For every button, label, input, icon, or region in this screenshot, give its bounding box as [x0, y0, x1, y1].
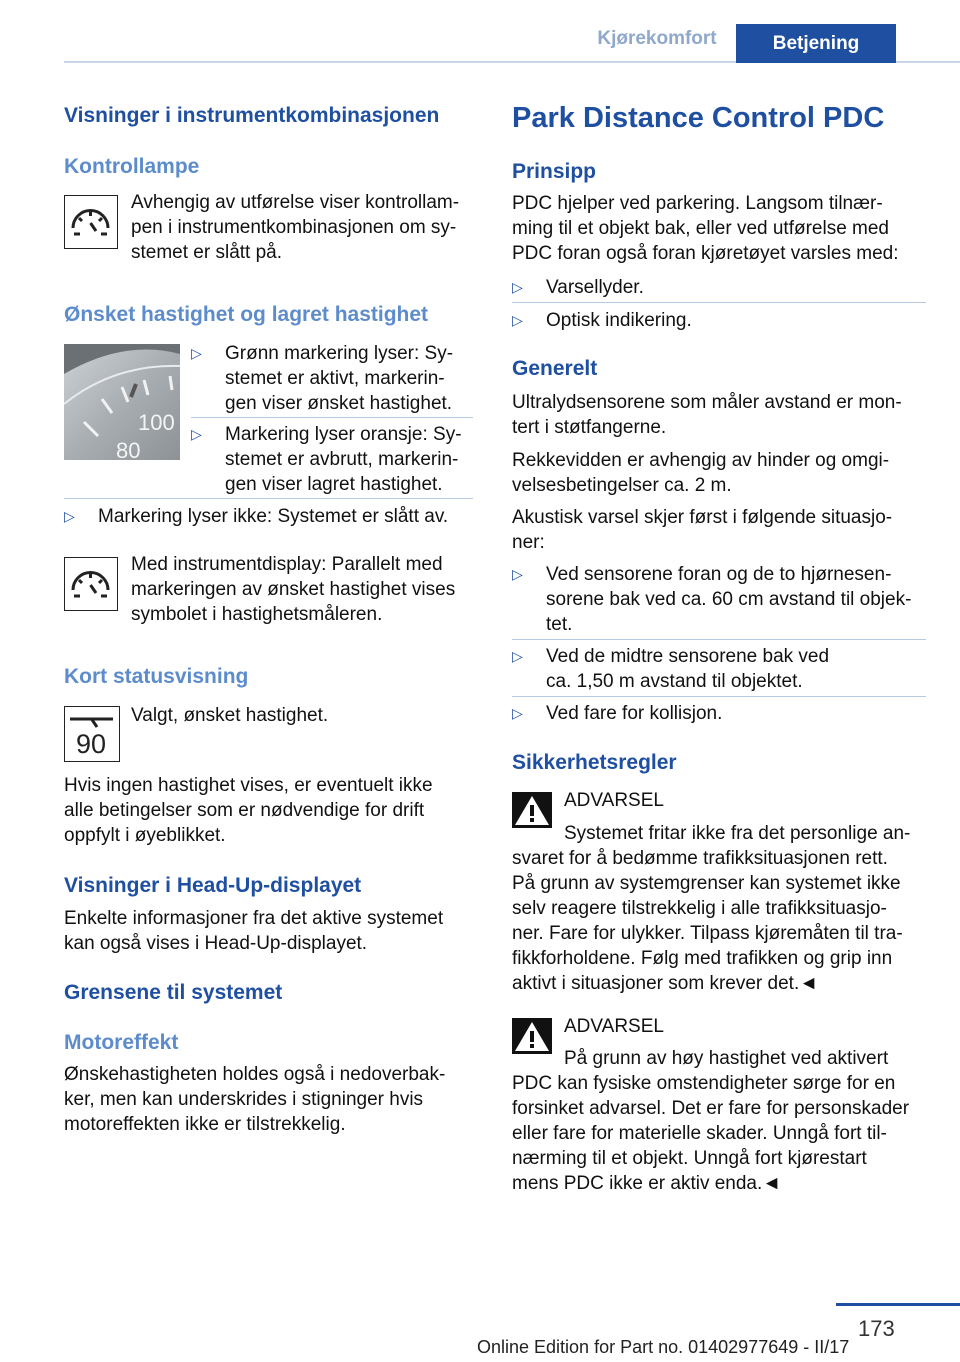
motoreffekt-paragraph: Ønskehastigheten holdes også i nedoverbak- ker, men kan underskrides i stigninger hvis motoreffekten ikke er tilstrekkelig.: [64, 1064, 446, 1135]
speed-value: 90: [76, 729, 107, 759]
gauge-label-80: 80: [116, 438, 141, 460]
list-item: ▷ Ved de midtre sensorene bak ved ca. 1,50 m avstand til objektet.: [512, 646, 830, 692]
heading-kort-statusvisning: Kort statusvisning: [64, 665, 249, 688]
heading-sikkerhetsregler: Sikkerhetsregler: [512, 751, 677, 774]
divider: [512, 696, 926, 697]
list-item: ▷ Optisk indikering.: [512, 310, 692, 331]
list-item: ▷ Ved sensorene foran og de to hjørnesen- sorene bak ved ca. 60 cm avstand til objek- tet.: [512, 564, 912, 635]
generelt-p3: Akustisk varsel skjer først i følgende situasjo- ner:: [512, 507, 893, 553]
warning-label: ADVARSEL: [564, 790, 664, 811]
heading-onsket-hastighet: Ønsket hastighet og lagret hastighet: [64, 303, 429, 326]
triangle-bullet-icon: ▷: [191, 426, 202, 442]
triangle-bullet-icon: ▷: [512, 566, 523, 582]
triangle-bullet-icon: ▷: [512, 648, 523, 664]
divider: [512, 302, 926, 303]
divider: [64, 498, 473, 499]
divider: [512, 639, 926, 640]
heading-motoreffekt: Motoreffekt: [64, 1031, 179, 1054]
triangle-bullet-icon: ▷: [191, 345, 202, 361]
list-item: ▷ Markering lyser oransje: Sy- stemet er avbrutt, markerin- gen viser lagret hastighet.: [191, 424, 462, 495]
list-item: ▷ Varsellyder.: [512, 277, 644, 298]
heading-head-up-display: Visninger i Head-Up-displayet: [64, 874, 362, 897]
set-speed-icon: [64, 706, 120, 762]
cruise-control-icon: [64, 195, 118, 249]
instrumentdisplay-text: Med instrumentdisplay: Parallelt med markeringen av ønsket hastighet vises symbolet i hastighetsmåleren.: [131, 554, 456, 625]
triangle-bullet-icon: ▷: [512, 705, 523, 721]
triangle-bullet-icon: ▷: [512, 312, 523, 328]
generelt-p2: Rekkevidden er avhengig av hinder og omgi- velsesbetingelser ca. 2 m.: [512, 450, 890, 496]
section-title-right: Park Distance Control PDC: [512, 102, 885, 134]
heading-kontrollampe: Kontrollampe: [64, 155, 200, 178]
hud-paragraph: Enkelte informasjoner fra det aktive systemet kan også vises i Head-Up-displayet.: [64, 908, 444, 954]
triangle-bullet-icon: ▷: [64, 508, 75, 524]
warning2-text: På grunn av høy hastighet ved aktivert PDC kan fysiske omstendigheter sørge for en forsinket advarsel. Det er fare for personskader eller fare for materielle skader. Unngå fort til- nærming til et objekt. Unngå fort kjørestart mens PDC ikke er aktiv enda.◄: [512, 1048, 910, 1194]
triangle-bullet-icon: ▷: [512, 279, 523, 295]
speedometer-image: [64, 344, 180, 460]
warning-label: ADVARSEL: [564, 1016, 664, 1037]
divider: [191, 417, 473, 418]
tab-active[interactable]: Betjening: [736, 24, 896, 63]
generelt-p1: Ultralydsensorene som måler avstand er mon- tert i støtfangerne.: [512, 392, 902, 438]
page-number: 173: [858, 1316, 895, 1341]
tab-section[interactable]: Kjørekomfort: [597, 28, 717, 49]
warning1-text: Systemet fritar ikke fra det personlige an- svaret for å bedømme trafikksituasjonen rett. På grunn av systemgrenser kan systemet ikke selv reagere tilstrekkelig i alle trafikksituasjo- ner. Fare for ulykker. Tilpass kjøremåten til tra- fikkforholdene. Følg med trafikken og grip inn aktivt i situasjoner som krever det.◄: [512, 823, 911, 994]
kort-status-text: Valgt, ønsket hastighet.: [131, 705, 329, 726]
heading-generelt: Generelt: [512, 357, 598, 380]
list-item: ▷ Ved fare for kollisjon.: [512, 703, 723, 724]
heading-prinsipp: Prinsipp: [512, 160, 597, 183]
gauge-label-100: 100: [138, 410, 175, 435]
heading-grensene: Grensene til systemet: [64, 981, 283, 1004]
list-item: ▷ Markering lyser ikke: Systemet er slått av.: [64, 506, 449, 527]
footer-rule: [836, 1303, 960, 1306]
prinsipp-paragraph: PDC hjelper ved parkering. Langsom tilnær- ming til et objekt bak, eller ved utførelse med PDC foran også foran kjøretøyet varsles med:: [512, 193, 899, 264]
section-title-left: Visninger i instrumentkombinasjonen: [64, 104, 440, 127]
list-item: ▷ Grønn markering lyser: Sy- stemet er aktivt, markerin- gen viser ønsket hastighet.: [191, 343, 454, 414]
hvis-paragraph: Hvis ingen hastighet vises, er eventuelt ikke alle betingelser som er nødvendige for drift oppfylt i øyeblikket.: [64, 775, 433, 846]
kontrollampe-text: Avhengig av utførelse viser kontrollam- pen i instrumentkombinasjonen om sy- stemet er slått på.: [131, 192, 460, 263]
footer-edition: Online Edition for Part no. 01402977649 - II/17: [477, 1337, 850, 1357]
cruise-control-icon: [64, 557, 118, 611]
